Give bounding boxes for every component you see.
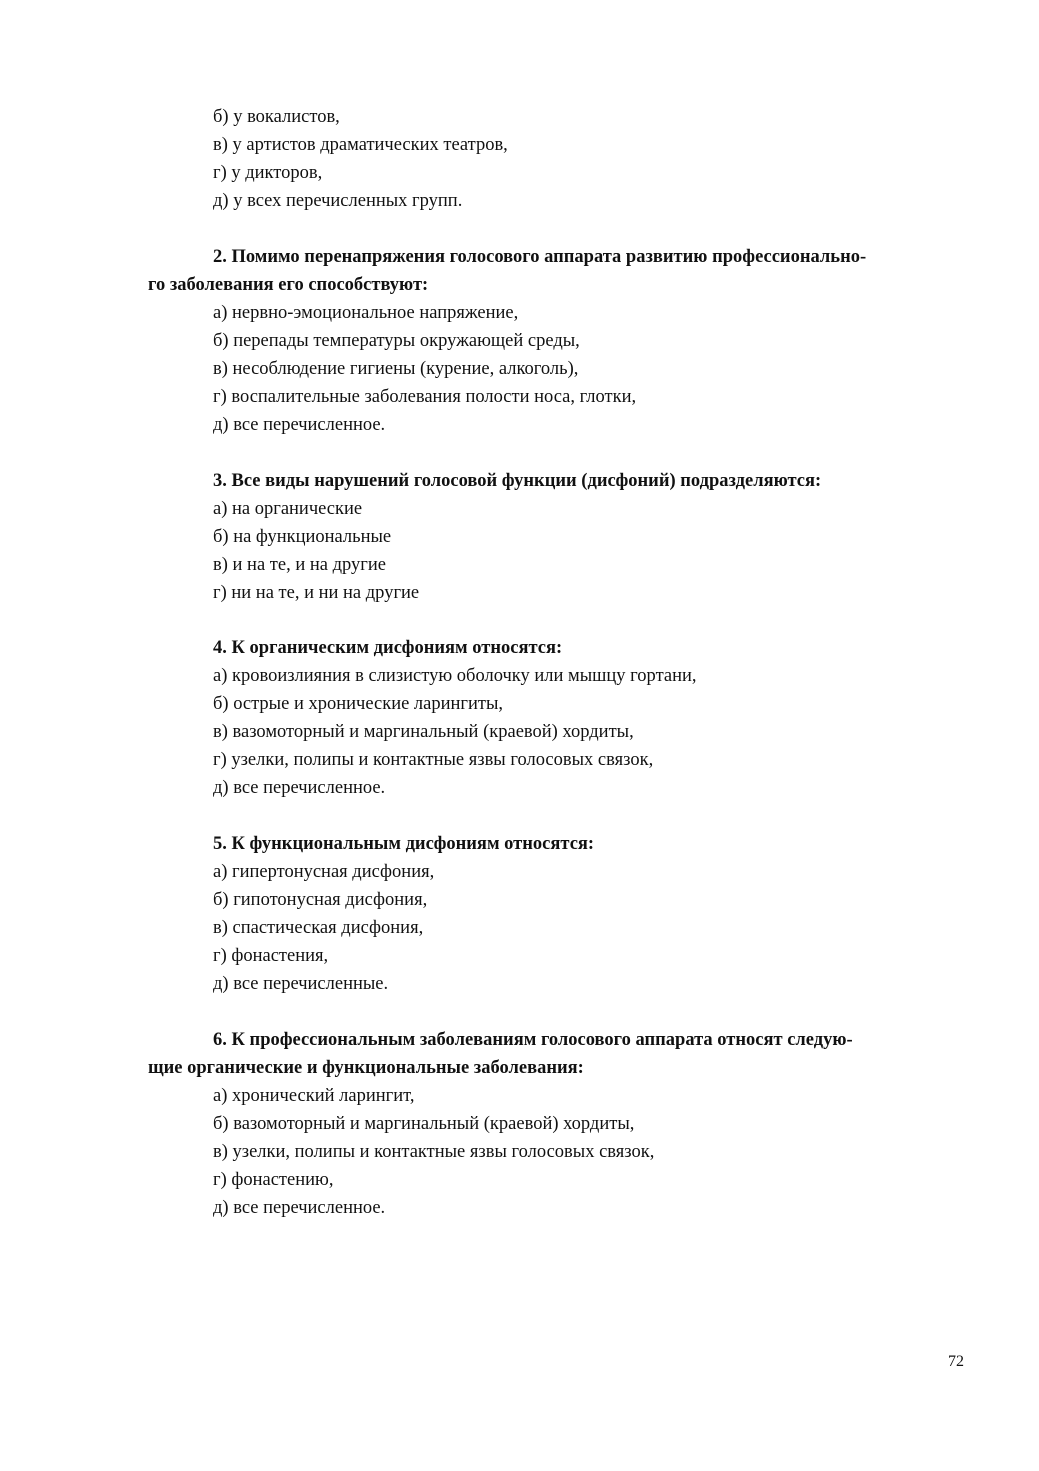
question-title-continuation: го заболевания его способствуют: xyxy=(148,275,429,295)
answer-option: в) спастическая дисфония, xyxy=(213,918,424,938)
answer-option: а) нервно-эмоциональное напряжение, xyxy=(213,303,519,323)
answer-option: б) перепады температуры окружающей среды, xyxy=(213,331,580,351)
answer-option: б) острые и хронические ларингиты, xyxy=(213,694,504,714)
answer-option: в) несоблюдение гигиены (курение, алкоголь), xyxy=(213,359,579,379)
answer-option: г) узелки, полипы и контактные язвы голосовых связок, xyxy=(213,750,654,770)
answer-option: г) фонастения, xyxy=(213,946,329,966)
question-title: 5. К функциональным дисфониям относятся: xyxy=(213,834,595,854)
question-title: 3. Все виды нарушений голосовой функции (дисфоний) подразделяются: xyxy=(213,471,822,491)
question-title: 4. К органическим дисфониям относятся: xyxy=(213,638,563,658)
answer-option: б) у вокалистов, xyxy=(213,107,340,127)
answer-option: г) фонастению, xyxy=(213,1170,334,1190)
answer-option: г) ни на те, и ни на другие xyxy=(213,583,420,603)
answer-option: г) воспалительные заболевания полости носа, глотки, xyxy=(213,387,637,407)
answer-option: г) у дикторов, xyxy=(213,163,323,183)
answer-option: а) на органические xyxy=(213,499,363,519)
answer-option: в) и на те, и на другие xyxy=(213,555,386,575)
answer-option: а) хронический ларингит, xyxy=(213,1086,415,1106)
question-title: 6. К профессиональным заболеваниям голосового аппарата относят следую- xyxy=(213,1030,853,1050)
question-title-continuation: щие органические и функциональные заболевания: xyxy=(148,1058,584,1078)
answer-option: б) гипотонусная дисфония, xyxy=(213,890,428,910)
answer-option: д) все перечисленное. xyxy=(213,778,386,798)
answer-option: а) гипертонусная дисфония, xyxy=(213,862,435,882)
page-number: 72 xyxy=(948,1353,964,1370)
answer-option: б) на функциональные xyxy=(213,527,392,547)
answer-option: б) вазомоторный и маргинальный (краевой) хордиты, xyxy=(213,1114,635,1134)
question-title: 2. Помимо перенапряжения голосового аппарата развитию профессионально- xyxy=(213,247,867,267)
answer-option: в) вазомоторный и маргинальный (краевой) хордиты, xyxy=(213,722,634,742)
answer-option: д) все перечисленные. xyxy=(213,974,389,994)
answer-option: д) у всех перечисленных групп. xyxy=(213,191,463,211)
answer-option: в) у артистов драматических театров, xyxy=(213,135,508,155)
answer-option: а) кровоизлияния в слизистую оболочку или мышцу гортани, xyxy=(213,666,697,686)
answer-option: д) все перечисленное. xyxy=(213,1198,386,1218)
answer-option: в) узелки, полипы и контактные язвы голосовых связок, xyxy=(213,1142,655,1162)
answer-option: д) все перечисленное. xyxy=(213,415,386,435)
